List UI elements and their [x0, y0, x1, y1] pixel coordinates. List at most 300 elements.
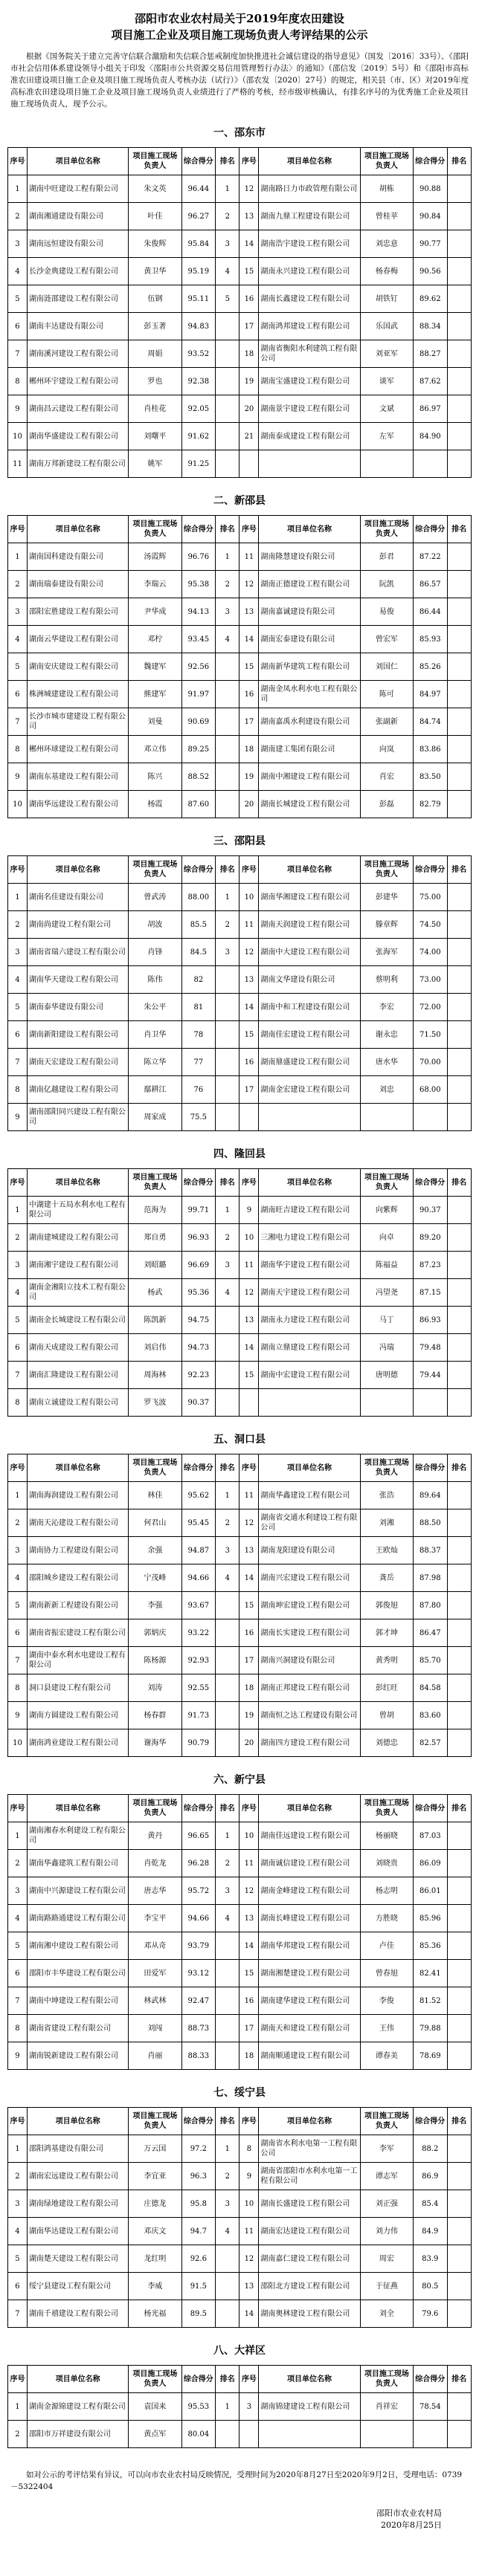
cell-rank	[216, 1674, 240, 1702]
cell-unit: 湖南金凤水利水电工程有限公司	[259, 681, 360, 708]
cell-unit: 湖南金源锦建设工程有限公司	[27, 2393, 128, 2421]
cell-rank: 1	[216, 2135, 240, 2163]
column-header-name: 项目施工现场负责人	[360, 2366, 413, 2393]
cell-rank	[216, 1647, 240, 1674]
cell-score: 68.00	[414, 1076, 447, 1104]
cell-name: 陈凯新	[129, 1307, 181, 1334]
cell-no: 14	[240, 626, 259, 653]
cell-no: 5	[8, 285, 28, 313]
cell-unit: 湖南锦建建设工程有限公司	[259, 2393, 360, 2421]
cell-name: 黄卫华	[129, 258, 181, 285]
cell-name: 熊建军	[129, 681, 181, 708]
cell-no: 5	[8, 1307, 28, 1334]
cell-unit: 湖南顺通建设工程有限公司	[259, 2042, 360, 2070]
cell-unit: 湖南华远建设工程有限公司	[27, 791, 128, 818]
cell-unit: 郴州环宇建设工程有限公司	[27, 368, 128, 395]
cell-unit: 邵阳宏胜建设工程有限公司	[27, 598, 128, 626]
column-header-score: 综合得分	[414, 148, 447, 175]
cell-rank: 3	[216, 598, 240, 626]
cell-rank: 2	[216, 571, 240, 598]
cell-no: 2	[8, 1850, 28, 1877]
cell-no: 12	[240, 2245, 259, 2273]
table-row	[8, 1564, 472, 1592]
cell-rank	[216, 994, 240, 1021]
cell-score: 94.13	[181, 598, 215, 626]
cell-score: 90.84	[414, 203, 447, 230]
cell-no: 4	[8, 2218, 28, 2245]
cell-no: 4	[8, 258, 28, 285]
cell-name: 余强	[129, 1537, 181, 1564]
cell-no: 5	[8, 994, 28, 1021]
table-row	[8, 2218, 472, 2245]
cell-score: 94.73	[181, 1334, 215, 1362]
cell-unit: 湖南景宇建设工程有限公司	[259, 395, 360, 423]
cell-name: 阮凯	[360, 571, 413, 598]
cell-score: 82.41	[414, 1960, 447, 1987]
cell-name: 曾宏军	[360, 626, 413, 653]
cell-unit: 湖南华达建设工程有限公司	[27, 2218, 128, 2245]
cell-rank	[447, 626, 472, 653]
document-title	[7, 10, 472, 43]
cell-name: 叶佳	[129, 203, 181, 230]
cell-unit: 湖南恒之达工程建设有限公司	[259, 1702, 360, 1729]
column-header-score: 综合得分	[414, 2108, 447, 2135]
cell-rank	[216, 2042, 240, 2070]
cell-unit: 湖南方圆建设工程有限公司	[27, 1702, 128, 1729]
cell-rank	[447, 1509, 472, 1537]
cell-no: 3	[8, 230, 28, 258]
cell-no: 3	[8, 2190, 28, 2218]
cell-score: 85.5	[181, 911, 215, 939]
table-row	[8, 2015, 472, 2042]
cell-name: 易俊	[360, 598, 413, 626]
cell-rank	[447, 571, 472, 598]
cell-score: 85.36	[414, 1932, 447, 1960]
cell-score: 86.9	[414, 2163, 447, 2190]
cell-no: 15	[240, 1960, 259, 1987]
cell-unit: 湖南绿地建设工程有限公司	[27, 2190, 128, 2218]
cell-no: 13	[240, 203, 259, 230]
cell-name: 邓柠	[129, 626, 181, 653]
cell-score: 89.5	[181, 2300, 215, 2328]
cell-score: 95.38	[181, 571, 215, 598]
cell-no: 14	[240, 1564, 259, 1592]
cell-score: 87.98	[414, 1564, 447, 1592]
column-header-unit: 项目单位名称	[27, 1454, 128, 1482]
cell-unit: 湖南鸿邦建设工程有限公司	[259, 313, 360, 340]
cell-score: 87.22	[414, 543, 447, 571]
table-row	[8, 1960, 472, 1987]
cell-no: 2	[8, 2163, 28, 2190]
cell-no: 16	[240, 1619, 259, 1647]
cell-score: 87.62	[414, 368, 447, 395]
cell-unit: 湖南天宏建设工程有限公司	[27, 1049, 128, 1076]
cell-no: 7	[8, 1362, 28, 1389]
table-row	[8, 203, 472, 230]
cell-name: 彭红旺	[360, 1674, 413, 1702]
cell-score: 94.75	[181, 1307, 215, 1334]
cell-unit: 湖南湘通建设有限公司	[27, 203, 128, 230]
cell-name: 曾胡	[360, 1702, 413, 1729]
cell-unit: 湖南奥林建设工程有限公司	[259, 2300, 360, 2328]
cell-no: 10	[8, 1729, 28, 1757]
cell-unit: 株洲城建建设工程有限公司	[27, 681, 128, 708]
cell-no: 8	[8, 1674, 28, 1702]
cell-unit: 湖南东基建设工程有限公司	[27, 763, 128, 791]
cell-score: 90.79	[181, 1729, 215, 1757]
cell-score: 87.03	[414, 1822, 447, 1850]
cell-no: 13	[240, 1905, 259, 1932]
cell-rank	[216, 2015, 240, 2042]
cell-name: 肖锋	[129, 939, 181, 966]
cell-unit: 邵阳鸿基建设有限公司	[27, 2135, 128, 2163]
cell-no: 4	[8, 1279, 28, 1307]
table-row	[8, 1197, 472, 1224]
cell-no: 1	[8, 1482, 28, 1509]
cell-no: 1	[8, 2135, 28, 2163]
cell-rank	[216, 1307, 240, 1334]
table-row	[8, 681, 472, 708]
cell-name: 陈兴	[129, 763, 181, 791]
table-header-row	[8, 856, 472, 884]
cell-no: 10	[240, 2190, 259, 2218]
cell-rank	[447, 681, 472, 708]
cell-no: 10	[8, 423, 28, 450]
cell-no: 11	[240, 1482, 259, 1509]
cell-unit: 湖南溪河建设工程有限公司	[27, 340, 128, 368]
results-table	[7, 2107, 472, 2328]
cell-name: 彭君	[360, 543, 413, 571]
cell-score: 86.09	[414, 1850, 447, 1877]
column-header-unit: 项目单位名称	[27, 1169, 128, 1197]
cell-rank	[447, 450, 472, 478]
column-header-score: 综合得分	[181, 2366, 215, 2393]
cell-unit: 湖南中坤建设工程有限公司	[27, 1987, 128, 2015]
section-title: 一、邵东市	[213, 127, 266, 139]
cell-name: 肖卫华	[129, 1021, 181, 1049]
cell-name: 张浩	[360, 1482, 413, 1509]
cell-name: 刘曼	[129, 708, 181, 736]
cell-no: 13	[240, 1537, 259, 1564]
cell-rank	[447, 2135, 472, 2163]
table-row	[8, 1482, 472, 1509]
cell-no: 16	[240, 1049, 259, 1076]
cell-name: 龙红明	[129, 2245, 181, 2273]
cell-unit: 湖南国科建设有限公司	[27, 543, 128, 571]
cell-no: 6	[8, 1619, 28, 1647]
cell-rank	[447, 1224, 472, 1252]
cell-no: 6	[8, 313, 28, 340]
cell-rank	[447, 1537, 472, 1564]
cell-name: 周家成	[129, 1104, 181, 1131]
cell-no: 11	[240, 1252, 259, 1279]
table-row	[8, 175, 472, 203]
cell-score: 86.47	[414, 1619, 447, 1647]
cell-unit: 湖南长鑫建设工程有限公司	[259, 285, 360, 313]
cell-unit: 湖南泰华建设有限公司	[27, 994, 128, 1021]
cell-unit: 中湖建十五局水利水电工程有限公司	[27, 1197, 128, 1224]
table-row	[8, 285, 472, 313]
cell-name: 曾武涛	[129, 884, 181, 911]
cell-no: 14	[240, 1334, 259, 1362]
cell-name: 谭春美	[360, 2042, 413, 2070]
table-row	[8, 1307, 472, 1334]
cell-score: 88.34	[414, 313, 447, 340]
signature-date: 2020年8月25日	[381, 2520, 442, 2530]
cell-no: 15	[240, 1362, 259, 1389]
cell-no: 12	[240, 175, 259, 203]
table-row	[8, 1647, 472, 1674]
cell-no: 9	[240, 2163, 259, 2190]
sections-container	[7, 125, 472, 2448]
cell-rank	[447, 1076, 472, 1104]
cell-rank	[447, 791, 472, 818]
column-header-name: 项目施工现场负责人	[360, 856, 413, 884]
cell-name: 刘国仁	[360, 653, 413, 681]
cell-name: 郭才坤	[360, 1619, 413, 1647]
cell-score: 86.44	[414, 598, 447, 626]
cell-rank	[447, 911, 472, 939]
cell-no: 1	[8, 2393, 28, 2421]
column-header-name: 项目施工现场负责人	[129, 516, 181, 543]
cell-rank	[216, 1362, 240, 1389]
cell-name: 冯瑞	[360, 1334, 413, 1362]
cell-no: 15	[240, 258, 259, 285]
cell-score: 84.90	[414, 423, 447, 450]
cell-score: 82	[181, 966, 215, 994]
cell-name: 曾桂苹	[360, 203, 413, 230]
cell-rank	[216, 423, 240, 450]
cell-no: 6	[8, 1960, 28, 1987]
cell-name: 周宏	[360, 2245, 413, 2273]
cell-score: 88.37	[414, 1537, 447, 1564]
cell-name: 滕章辉	[360, 911, 413, 939]
cell-no: 8	[8, 736, 28, 763]
cell-name: 黄秀明	[360, 1647, 413, 1674]
cell-score: 91.97	[181, 681, 215, 708]
cell-no: 8	[240, 2135, 259, 2163]
cell-unit: 湖南省建设工程有限公司	[27, 2015, 128, 2042]
cell-rank	[447, 736, 472, 763]
cell-score: 86.57	[414, 571, 447, 598]
cell-rank	[447, 1729, 472, 1757]
cell-no: 16	[240, 681, 259, 708]
cell-name: 万云国	[129, 2135, 181, 2163]
column-header-name: 项目施工现场负责人	[360, 1454, 413, 1482]
table-row	[8, 1987, 472, 2015]
cell-unit: 湖南湘楚建设工程有限公司	[259, 1960, 360, 1987]
cell-name: 李强	[129, 1592, 181, 1619]
cell-no: 4	[8, 626, 28, 653]
table-row	[8, 653, 472, 681]
table-header-row	[8, 1169, 472, 1197]
cell-score: 94.7	[181, 2218, 215, 2245]
column-header-rank: 排名	[447, 1795, 472, 1822]
signature-org: 邵阳市农业农村局	[376, 2508, 442, 2518]
table-row	[8, 1224, 472, 1252]
column-header-no: 序号	[240, 516, 259, 543]
cell-rank	[216, 368, 240, 395]
column-header-unit: 项目单位名称	[259, 148, 360, 175]
cell-unit: 湖南佳宏建设工程有限公司	[259, 1021, 360, 1049]
cell-unit: 湖南宝盛建设工程有限公司	[259, 368, 360, 395]
section-title: 四、隆回县	[213, 1148, 266, 1160]
table-row	[8, 1334, 472, 1362]
cell-no: 11	[240, 911, 259, 939]
cell-name: 李俊	[360, 1987, 413, 2015]
cell-unit: 湖南嘉仁建设工程有限公司	[259, 2245, 360, 2273]
cell-unit: 湖南华鑫建筑工程有限公司	[27, 1850, 128, 1877]
cell-score: 93.52	[181, 340, 215, 368]
cell-rank	[447, 1822, 472, 1850]
column-header-unit: 项目单位名称	[27, 2108, 128, 2135]
column-header-name: 项目施工现场负责人	[129, 148, 181, 175]
cell-rank	[447, 368, 472, 395]
cell-unit: 长沙金典建设工程有限公司	[27, 258, 128, 285]
cell-score: 95.45	[181, 1509, 215, 1537]
cell-unit: 湖南中泰水利水电建设工程有限公司	[27, 1647, 128, 1674]
cell-rank	[447, 1702, 472, 1729]
cell-score: 89.62	[414, 285, 447, 313]
column-header-unit: 项目单位名称	[259, 2366, 360, 2393]
cell-name: 方胜晓	[360, 1905, 413, 1932]
cell-name: 庄德龙	[129, 2190, 181, 2218]
cell-rank	[216, 1702, 240, 1729]
cell-score: 92.05	[181, 395, 215, 423]
column-header-no: 序号	[8, 1795, 28, 1822]
cell-name: 向卓	[360, 1224, 413, 1252]
cell-score: 93.12	[181, 1960, 215, 1987]
cell-rank	[447, 1674, 472, 1702]
table-row	[8, 2135, 472, 2163]
cell-score: 92.56	[181, 653, 215, 681]
cell-rank	[216, 340, 240, 368]
cell-rank: 3	[216, 1252, 240, 1279]
cell-unit: 湖南昌云建设工程有限公司	[27, 395, 128, 423]
cell-unit: 湖南正邦建设工程有限公司	[259, 1674, 360, 1702]
cell-name: 李威	[129, 2273, 181, 2300]
cell-rank: 1	[216, 1822, 240, 1850]
cell-rank	[447, 1932, 472, 1960]
column-header-score: 综合得分	[181, 1795, 215, 1822]
cell-unit: 三湘电力建设工程有限公司	[259, 1224, 360, 1252]
cell-name: 刘力伟	[360, 2218, 413, 2245]
cell-unit: 湖南汇隆建设工程有限公司	[27, 1362, 128, 1389]
column-header-unit: 项目单位名称	[27, 856, 128, 884]
cell-no: 11	[240, 543, 259, 571]
cell-score: 85.4	[414, 2190, 447, 2218]
cell-unit: 湖南建城建设工程有限公司	[27, 1224, 128, 1252]
cell-rank	[447, 285, 472, 313]
cell-unit: 湖南省振宏建设工程有限公司	[27, 1619, 128, 1647]
cell-name: 邓庆文	[129, 2218, 181, 2245]
column-header-rank: 排名	[447, 148, 472, 175]
table-row	[8, 571, 472, 598]
results-table	[7, 2365, 472, 2448]
table-header-row	[8, 1795, 472, 1822]
cell-score: 92.93	[181, 1647, 215, 1674]
cell-no: 11	[240, 2218, 259, 2245]
cell-no: 13	[240, 2273, 259, 2300]
cell-score	[414, 2421, 447, 2448]
cell-rank	[447, 340, 472, 368]
results-table	[7, 855, 472, 1131]
cell-score: 78.54	[414, 2393, 447, 2421]
cell-score: 91.5	[181, 2273, 215, 2300]
cell-name: 郭炳庆	[129, 1619, 181, 1647]
column-header-rank: 排名	[216, 2108, 240, 2135]
cell-score: 93.22	[181, 1619, 215, 1647]
cell-score: 95.62	[181, 1482, 215, 1509]
cell-no: 12	[240, 1877, 259, 1905]
cell-no: 9	[8, 763, 28, 791]
cell-score: 88.00	[181, 884, 215, 911]
cell-rank	[447, 1905, 472, 1932]
column-header-no: 序号	[240, 2108, 259, 2135]
cell-name: 刘正强	[360, 2190, 413, 2218]
table-row	[8, 598, 472, 626]
cell-rank	[216, 1389, 240, 1417]
column-header-unit: 项目单位名称	[259, 1454, 360, 1482]
cell-name: 邓立伟	[129, 736, 181, 763]
column-header-rank: 排名	[447, 1169, 472, 1197]
cell-no: 7	[8, 340, 28, 368]
cell-unit: 湖南中旺建设工程有限公司	[27, 175, 128, 203]
table-row	[8, 763, 472, 791]
cell-score: 85.70	[414, 1647, 447, 1674]
cell-unit: 湖南湘春水利建设工程有限公司	[27, 1822, 128, 1850]
column-header-no: 序号	[240, 1169, 259, 1197]
cell-name: 刘涛	[129, 1674, 181, 1702]
column-header-rank: 排名	[216, 1795, 240, 1822]
column-header-name: 项目施工现场负责人	[129, 2108, 181, 2135]
cell-name: 邓从奇	[129, 1932, 181, 1960]
cell-rank	[216, 1960, 240, 1987]
cell-no: 9	[8, 1104, 28, 1131]
cell-unit: 湖南名佳建设有限公司	[27, 884, 128, 911]
cell-unit: 邵阳市丰华建设工程有限公司	[27, 1960, 128, 1987]
column-header-rank: 排名	[216, 516, 240, 543]
cell-unit: 湖南湘中建设工程有限公司	[27, 1932, 128, 1960]
cell-score: 93.79	[181, 1932, 215, 1960]
cell-rank	[216, 653, 240, 681]
cell-rank	[447, 1564, 472, 1592]
cell-score: 79.88	[414, 2015, 447, 2042]
table-row	[8, 340, 472, 368]
cell-score: 70.00	[414, 1049, 447, 1076]
cell-name: 杨霞	[129, 791, 181, 818]
cell-no: 9	[8, 1702, 28, 1729]
cell-rank	[216, 791, 240, 818]
cell-name: 袁国来	[129, 2393, 181, 2421]
cell-score: 91.25	[181, 450, 215, 478]
cell-name: 胡波	[129, 911, 181, 939]
cell-score: 81	[181, 994, 215, 1021]
cell-name: 龚岳	[360, 1564, 413, 1592]
cell-score: 79.44	[414, 1362, 447, 1389]
table-row	[8, 258, 472, 285]
cell-name: 马丁	[360, 1307, 413, 1334]
cell-no: 5	[8, 653, 28, 681]
cell-rank	[447, 1362, 472, 1389]
cell-unit: 湖南宏达建设工程有限公司	[259, 2218, 360, 2245]
table-row	[8, 1279, 472, 1307]
cell-score: 87.23	[414, 1252, 447, 1279]
cell-unit: 湖南长城建设工程有限公司	[259, 791, 360, 818]
cell-rank	[216, 2245, 240, 2273]
cell-unit: 湖南瑞泰建设有限公司	[27, 571, 128, 598]
cell-rank: 1	[216, 1197, 240, 1224]
